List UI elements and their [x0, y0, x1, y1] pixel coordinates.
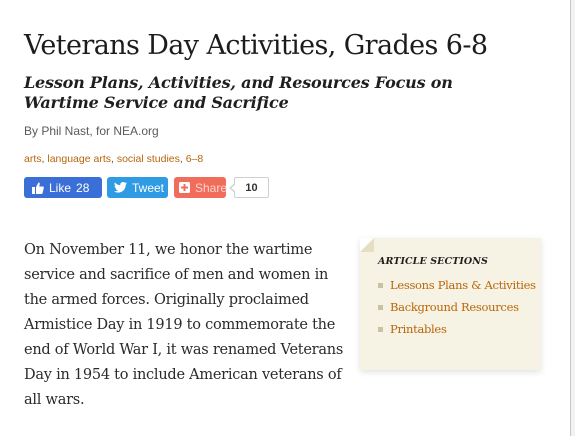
section-link-printables[interactable]: Printables — [390, 322, 447, 336]
tweet-button[interactable] — [107, 177, 168, 198]
list-item — [378, 322, 538, 337]
square-bullet-icon — [378, 305, 383, 310]
share-count-badge: 10 — [234, 177, 269, 198]
byline: By Phil Nast, for NEA.org — [24, 124, 159, 138]
page-title: Veterans Day Activities, Grades 6-8 — [24, 30, 488, 61]
section-link-background-resources[interactable]: Background Resources — [390, 300, 519, 314]
tag-list: arts, language arts, social studies, 6–8 — [24, 153, 204, 165]
article-intro-paragraph: On November 11, we honor the wartime service and sacrifice of men and women in the armed forces. Originally proclaimed Armistice Day in 1919 to commemorate the end of World War I, it was renamed Veterans Day in 1954 to include American veterans of all wars. — [24, 242, 344, 408]
tag-link[interactable]: social studies — [116, 153, 180, 165]
tweet-label: Tweet — [132, 180, 165, 195]
twitter-bird-icon — [114, 182, 127, 193]
list-item — [378, 278, 538, 293]
article-sections-list — [378, 278, 538, 344]
square-bullet-icon — [378, 327, 383, 332]
like-label: Like — [49, 180, 72, 195]
plus-square-icon — [179, 182, 190, 193]
tag-link[interactable]: arts — [24, 153, 42, 165]
share-label: Share — [195, 180, 228, 195]
page-subtitle: Lesson Plans, Activities, and Resources Focus on Wartime Service and Sacrifice — [24, 73, 453, 112]
like-count: 28 — [76, 180, 90, 195]
scrollbar[interactable] — [570, 0, 575, 436]
list-item — [378, 300, 538, 315]
tag-link[interactable]: 6–8 — [185, 153, 204, 165]
tag-link[interactable]: language arts — [47, 153, 111, 165]
page-curl-shadow — [360, 238, 374, 252]
thumbs-up-icon — [32, 182, 44, 194]
article-sections-heading: ARTICLE SECTIONS — [378, 256, 488, 267]
article-sections-box — [360, 238, 541, 370]
facebook-like-button[interactable] — [24, 177, 102, 198]
share-button[interactable] — [174, 177, 226, 198]
square-bullet-icon — [378, 283, 383, 288]
section-link-lesson-plans[interactable]: Lessons Plans & Activities — [390, 278, 536, 292]
